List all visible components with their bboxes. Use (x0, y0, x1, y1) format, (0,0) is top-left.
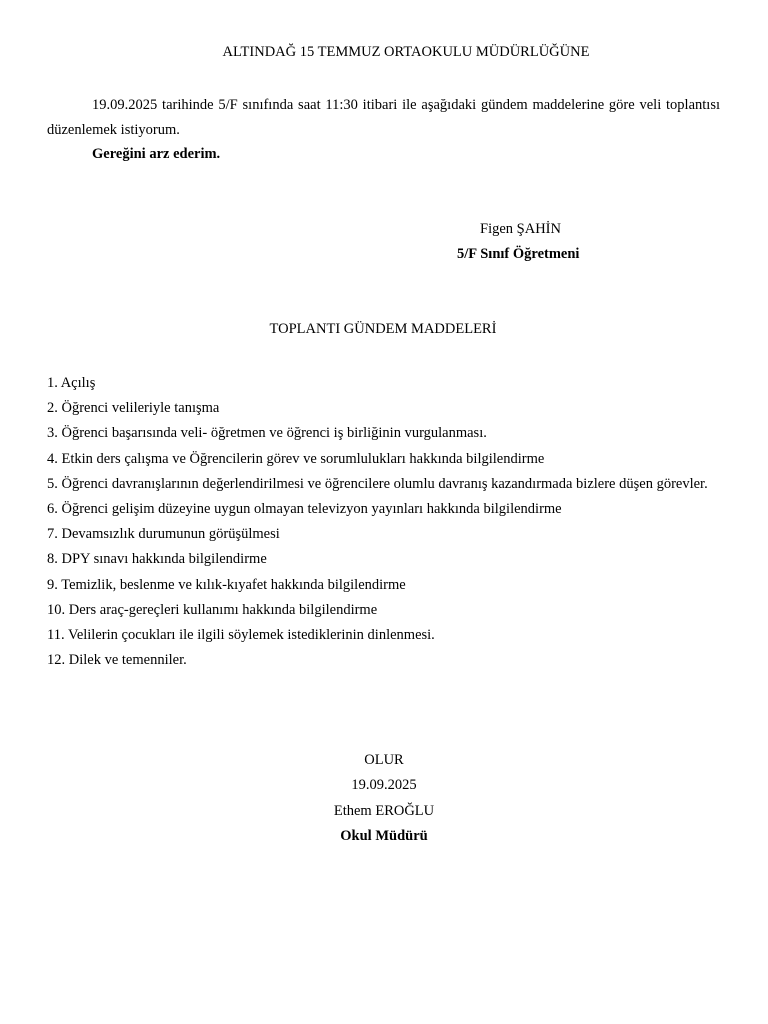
agenda-item: 2. Öğrenci velileriyle tanışma (47, 400, 220, 417)
agenda-item: 1. Açılış (47, 375, 96, 391)
document-header: ALTINDAĞ 15 TEMMUZ ORTAOKULU MÜDÜRLÜĞÜNE (222, 44, 590, 60)
approval-date: 19.09.2025 (351, 777, 417, 794)
teacher-title: 5/F Sınıf Öğretmeni (457, 246, 580, 262)
agenda-title: TOPLANTI GÜNDEM MADDELERİ (269, 321, 497, 337)
agenda-item: 12. Dilek ve temenniler. (47, 652, 187, 669)
agenda-list (47, 371, 720, 673)
agenda-item: 9. Temizlik, beslenme ve kılık-kıyafet hakkında bilgilendirme (47, 576, 406, 593)
agenda-item: 10. Ders araç-gereçleri kullanımı hakkında bilgilendirme (47, 601, 378, 618)
agenda-item: 6. Öğrenci gelişim düzeyine uygun olmayan televizyon yayınları hakkında bilgilendirme (47, 501, 562, 518)
agenda-item: 4. Etkin ders çalışma ve Öğrencilerin görev ve sorumlulukları hakkında bilgilendirme (47, 450, 545, 467)
letter-closing: Gereğini arz ederim. (92, 146, 221, 162)
approval-label: OLUR (364, 752, 404, 768)
approval-block (284, 748, 484, 849)
principal-name: Ethem EROĞLU (333, 802, 435, 819)
letter-body: 19.09.2025 tarihinde 5/F sınıfında saat 11:30 itibari ile aşağıdaki gündem maddelerine göre veli toplantısı düzenlemek istiyorum. (47, 97, 720, 138)
agenda-item: 7. Devamsızlık durumunun görüşülmesi (47, 526, 280, 543)
teacher-name: Figen ŞAHİN (480, 221, 561, 237)
agenda-item: 3. Öğrenci başarısında veli- öğretmen ve öğrenci iş birliğinin vurgulanması. (47, 425, 487, 442)
agenda-item: 8. DPY sınavı hakkında bilgilendirme (47, 551, 267, 568)
agenda-item: 11. Velilerin çocukları ile ilgili söylemek istediklerinin dinlenmesi. (47, 627, 435, 644)
principal-title: Okul Müdürü (340, 827, 428, 844)
agenda-item: 5. Öğrenci davranışlarının değerlendirilmesi ve öğrencilere olumlu davranış kazandırmada bizlere düşen görevler. (47, 475, 708, 492)
